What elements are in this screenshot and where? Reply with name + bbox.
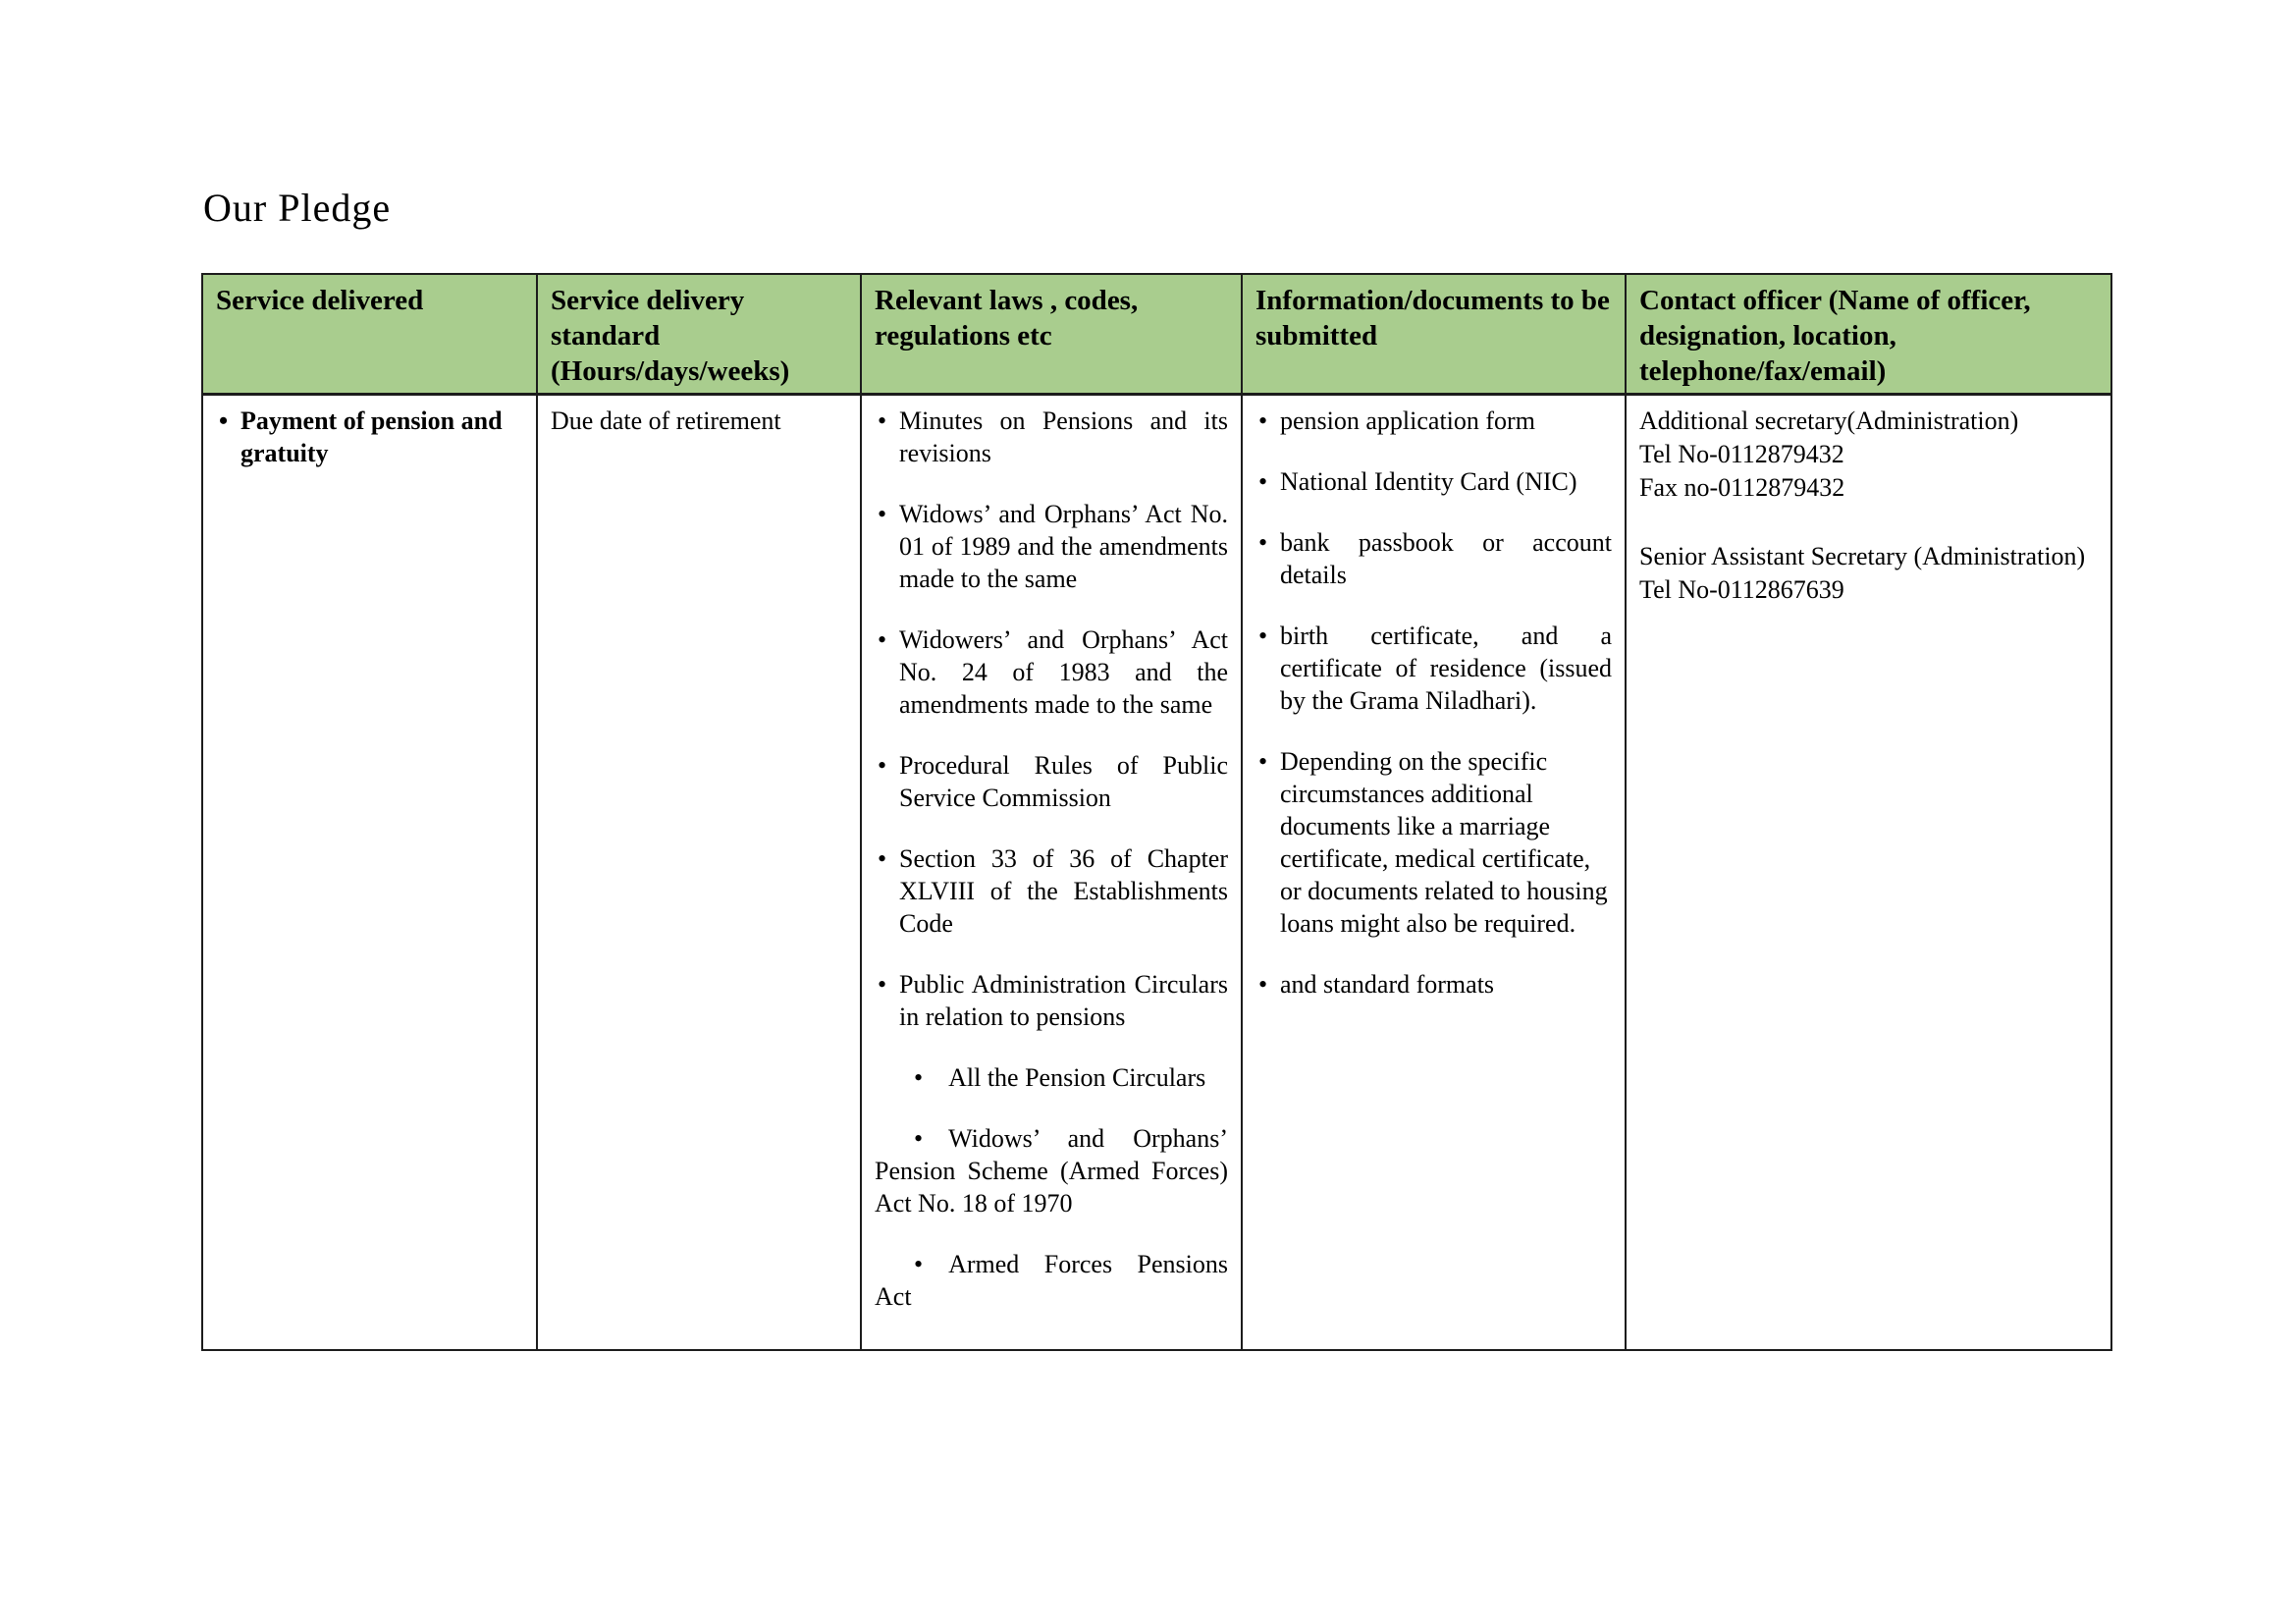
list-item: • Procedural Rules of Public Service Commission (875, 749, 1228, 814)
list-item: • Minutes on Pensions and its revisions (875, 405, 1228, 469)
cell-service-standard (537, 395, 861, 1351)
contact-block-additional-secretary (1639, 405, 2098, 505)
officer-name: Additional secretary(Administration) (1639, 406, 2019, 435)
table-header-row (202, 274, 2111, 395)
laws-list (875, 405, 1228, 1313)
cell-information-documents (1242, 395, 1626, 1351)
list-item: • and standard formats (1255, 968, 1612, 1001)
cell-service-delivered (202, 395, 537, 1351)
cell-relevant-laws (861, 395, 1242, 1351)
officer-tel: Tel No-0112879432 (1639, 440, 1844, 468)
table-row (202, 395, 2111, 1351)
cell-contact-officer (1626, 395, 2111, 1351)
service-list (216, 405, 523, 469)
page-title: Our Pledge (203, 186, 392, 230)
list-item: • Depending on the specific circumstances additional documents like a marriage certificate, medical certificate, or documents related to housing loans might also be required. (1255, 745, 1612, 940)
list-item: • bank passbook or account details (1255, 526, 1612, 591)
col-header-information-documents: Information/documents to be submitted (1242, 274, 1626, 395)
contact-block-senior-assistant-secretary (1639, 540, 2098, 607)
list-item: • Section 33 of 36 of Chapter XLVIII of the Establishments Code (875, 842, 1228, 940)
list-item: • Widows’ and Orphans’ Act No. 01 of 1989 and the amendments made to the same (875, 498, 1228, 595)
list-item: • Widowers’ and Orphans’ Act No. 24 of 1983 and the amendments made to the same (875, 623, 1228, 721)
list-item: • National Identity Card (NIC) (1255, 465, 1612, 498)
officer-tel: Tel No-0112867639 (1639, 575, 1844, 604)
col-header-service-delivered: Service delivered (202, 274, 537, 395)
documents-list (1255, 405, 1612, 1001)
list-item: • Public Administration Circulars in relation to pensions (875, 968, 1228, 1033)
col-header-contact-officer: Contact officer (Name of officer, designation, location, telephone/fax/email) (1626, 274, 2111, 395)
standard-text: Due date of retirement (551, 406, 781, 435)
list-item: • pension application form (1255, 405, 1612, 437)
list-item: • birth certificate, and a certificate of residence (issued by the Grama Niladhari). (1255, 620, 1612, 717)
officer-name: Senior Assistant Secretary (Administration) (1639, 542, 2086, 570)
list-item-sub: • All the Pension Circulars (875, 1061, 1228, 1094)
col-header-relevant-laws: Relevant laws , codes, regulations etc (861, 274, 1242, 395)
list-item-sub: • Widows’ and Orphans’ Pension Scheme (Armed Forces) Act No. 18 of 1970 (875, 1122, 1228, 1219)
list-item: • Payment of pension and gratuity (216, 405, 523, 469)
pledge-table (201, 273, 2112, 1351)
col-header-service-standard: Service delivery standard (Hours/days/weeks) (537, 274, 861, 395)
officer-fax: Fax no-0112879432 (1639, 473, 1845, 502)
list-item-sub: • Armed Forces Pensions Act (875, 1248, 1228, 1313)
